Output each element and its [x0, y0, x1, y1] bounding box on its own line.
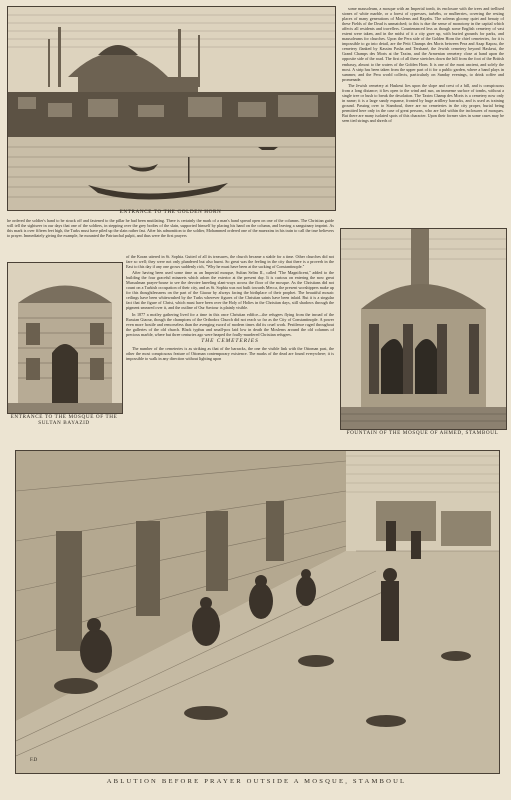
- caption-line: ENTRANCE TO THE MOSQUE OF THE: [10, 414, 118, 420]
- paragraph: some mausoleum, a mosque with an Imperial tomb, its enclosure with the trees and trellised stones of white marble, or a forest of cypresses, turbéhs, or mulberries, covering the resting places of many generations of Moslems and Rayahs. The solemn gloomy quiet and beauty of these Fields of the Dead is unmatched; to this is due the sense of monotony in the capital which affects all residents and travellers. Countenanced less as though some English cemetery of vast extent were taken, and in the midst of it a city gave up, with buried grounds for parks, and mausoleums for churches. Upon the Pera side of the Golden Horn the chief cemeteries, for it is impossible to go into detail, are the Petit Champs des Morts between Pera and Azap Kapou, the cemetery flanked by Kassim Pasha and Tershané, the Jewish cemetery beyond Haskeui, the Grand Champs des Morts at the Taxim, and the Armenian cemetery close at hand upon the opposite side of the road. The first of all these stretches down the hill from the foot of the British embassy, almost to the waters of the Golden Horn. It is one of the most ancient, and solely the most. A strip has been taken from the upper part of it for a public garden, where a band plays in summer, and the Pera world collects, particularly on Sunday evenings, to drink coffee and promenade.: [342, 6, 504, 82]
- ablution-illustration: [16, 451, 499, 773]
- ablution-engraving: [15, 450, 500, 774]
- sultan-bayazid-engraving: [7, 262, 123, 414]
- article-right-column: [342, 6, 504, 224]
- paragraph: The Jewish cemetery at Haskeui lies upon the slope and crest of a hill, and is conspicuous from a long distance; it lies open to the wind and sun, an immense surface of tombs, without a single tree or bush to break the desolation. The Taxim Champ des Morts is a cemetery now only in name; it is a large sandy expanse, fronted by huge artillery barracks, and is used as training ground. Passing over to Stamboul, there are no cemeteries in the city proper, burial being permitted here only in the case of great persons, who are laid within the inclosures of mosques. But there are many isolated spots of this character. Upon their former sites in some cases may be seen tied strings and shreds of: [342, 82, 504, 124]
- ahmed-fountain-engraving: [340, 228, 507, 430]
- caption-line: SULTAN BAYAZID: [38, 420, 90, 426]
- artist-signature: F.D: [30, 758, 38, 763]
- golden-horn-illustration: [8, 7, 335, 210]
- golden-horn-engraving: [7, 6, 336, 211]
- sultan-bayazid-caption: [3, 414, 125, 426]
- paragraph: The number of the cemeteries is as striking as that of the barracks, the one the visible link with the Ottoman past, the other the most conspicuous feature of Ottoman contemporary existence. The marks of the dead are found everywhere; it is impossible to walk in any direction without lighting upon: [126, 345, 334, 361]
- golden-horn-caption: ENTRANCE TO THE GOLDEN HORN: [119, 209, 222, 215]
- ablution-caption: ABLUTION BEFORE PRAYER OUTSIDE A MOSQUE, STAMBOUL: [106, 778, 407, 785]
- paragraph: In 1877 a motley gathering lived for a time in this once Christian edifice—the refugees flying from the inroad of the Russian Giaour, though the champions of the Orthodox Church did not reach so far as the City of Constantinople. A power even more hostile and remorseless than the avenging sword of modern times did its cruel work. Pestilence raged throughout the galleries of the old church. Black typhus and small-pox laid low in death the Moslems around the old columns of precious marble, where but three centuries ago were heaped the foully-murdered Christian refugees.: [126, 311, 334, 337]
- ahmed-fountain-caption: FOUNTAIN OF THE MOSQUE OF AHMED, STAMBOUL: [346, 430, 499, 436]
- section-heading: THE CEMETERIES: [201, 337, 259, 344]
- article-center-column: [126, 254, 334, 422]
- paragraph: After having been used some time as an Imperial mosque, Sultan Selim II., called "The Magnificent," added to the building the four graceful minarets which adorn the exterior at the present day. It is curious on entering the now great Mussulman prayer-house to see the devotee kneeling slant-ways across the floor of the mosque. As the Christians did not count on a Turkish occupation of their city, and as St. Sophia was not built towards Mecca, the present worshippers make up for this thoughtlessness on the part of the Giaour by always facing the birthplace of their prophet. The beautiful mosaic ceilings have been whitewashed by the Turks wherever figures of the Christian saints have been inlaid. But it is a singular fact that the figure of Christ, which must have been over the Holy of Holies in the Christian days, still shadows through the pigment smeared over it, and the outline of Our Saviour is plainly visible.: [126, 270, 334, 311]
- sultan-bayazid-illustration: [8, 263, 122, 413]
- paragraph: he ordered the soldier's hand to be struck off and fastened to the pillar he had been mutilating. There is certainly the mark of a man's hand spread open on one of the columns. The Christian guide will tell the sightseer in our days that one of the soldiers, in stepping over the grey bodies of the slain, supported himself by placing his hand on the column, and leaving a sanguinary imprint. As this mark is over fifteen feet high, the Turks must have piled up the slain rather fast. After his admonition to the soldier, Mohammed ordered one of the muezzins in his train to call the true believers to prayer. Immediately giving the example, he mounted the Patriarchal pulpit, and thus were the first prayers: [7, 218, 334, 239]
- paragraph: of the Koran uttered in St. Sophia. Gutted of all its treasures, the church became a stable for a time. Other churches did not fare so well; they were not only plundered but also burnt. So great was the feeling in the city that there is a proverb in the East to this day if any one grows suddenly rich, "Why he must have been at the sacking of Constantinople.": [126, 254, 334, 270]
- article-full-width-text: [7, 218, 334, 254]
- ahmed-fountain-illustration: [341, 229, 506, 429]
